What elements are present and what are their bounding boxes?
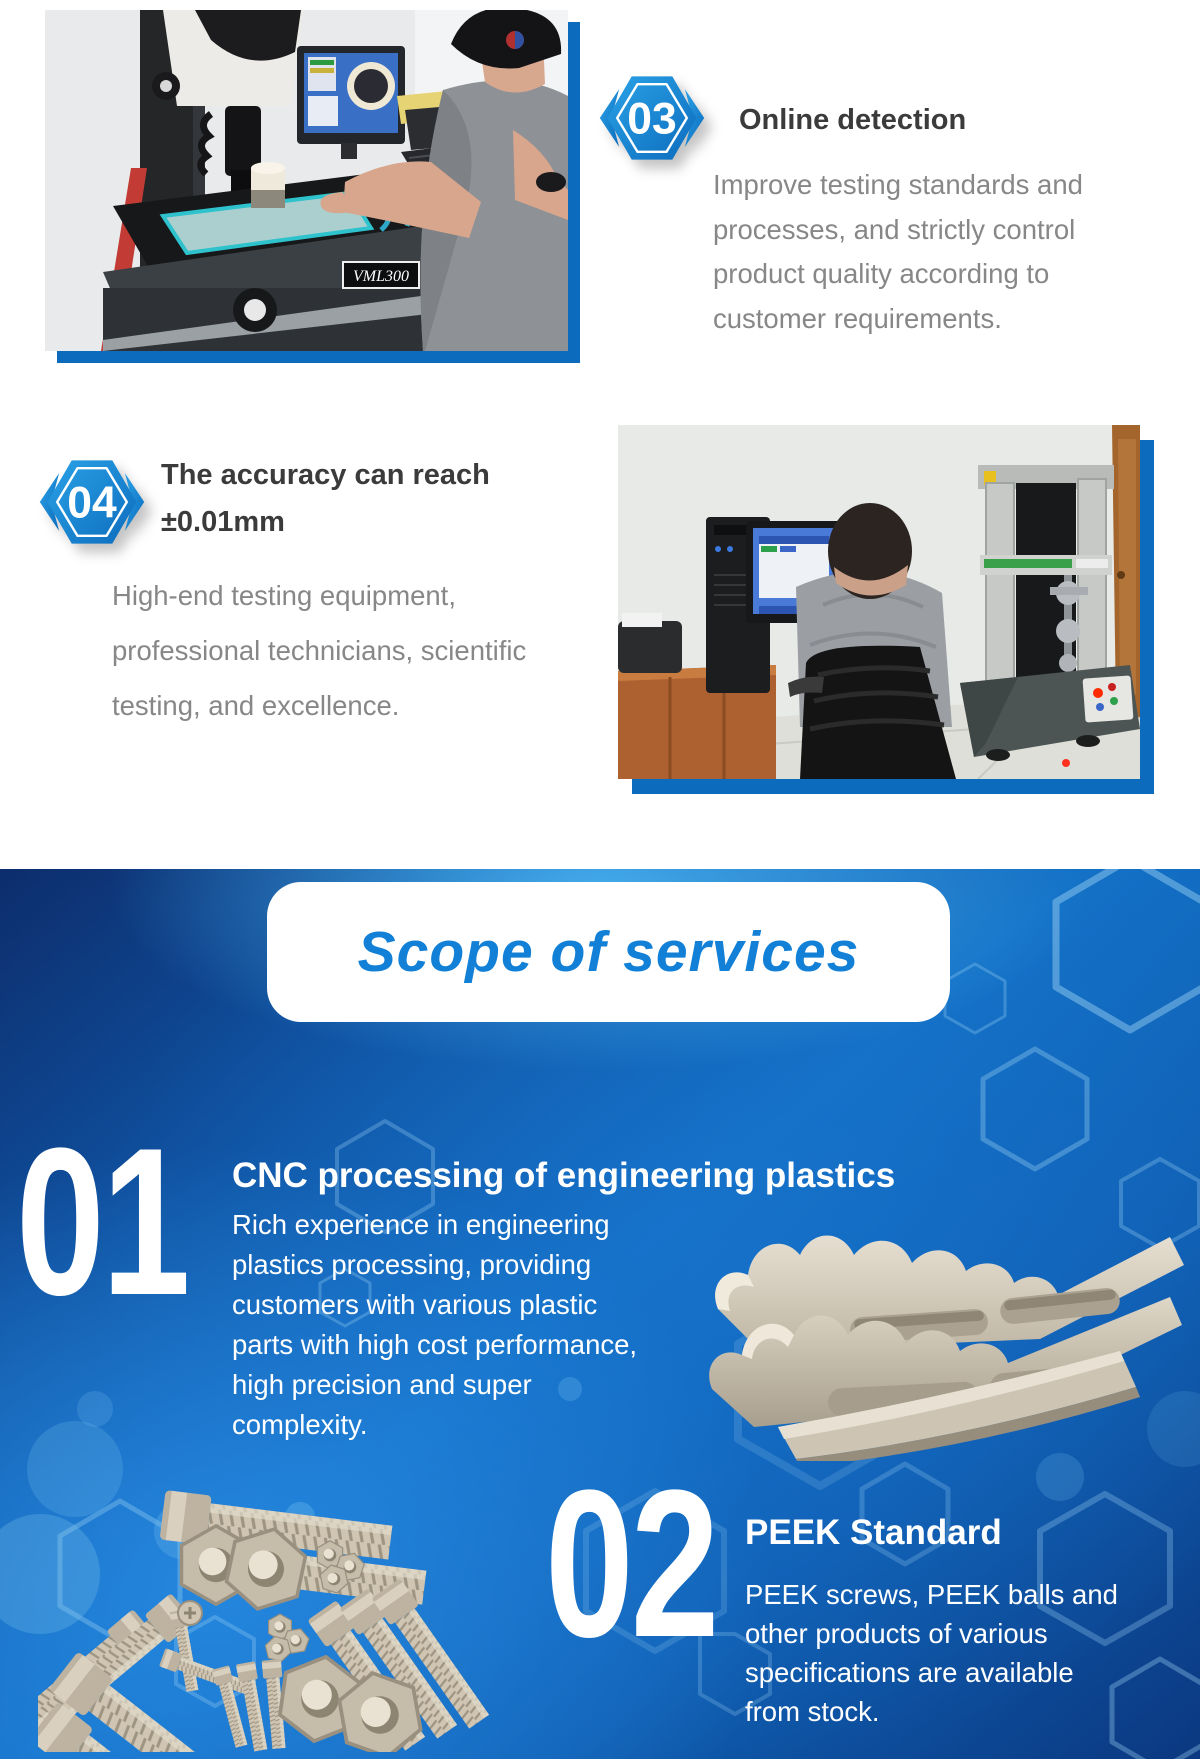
measuring-machine-illustration (45, 10, 568, 351)
photo-testing-lab (618, 425, 1140, 779)
paragraph-line: high precision and super (232, 1369, 532, 1400)
paragraph-cnc-processing (232, 1205, 637, 1445)
badge-03-hexagon (594, 66, 710, 170)
paragraph-line: plastics processing, providing (232, 1249, 592, 1280)
paragraph-line: product quality according to (713, 258, 1050, 289)
heading-peek-standard: PEEK Standard (745, 1513, 1002, 1552)
testing-lab-illustration (618, 425, 1140, 779)
badge-03-number: 03 (627, 94, 677, 144)
paragraph-peek-standard (745, 1575, 1118, 1731)
big-number-02: 02 (545, 1446, 717, 1681)
paragraph-line: specifications are available (745, 1657, 1074, 1688)
paragraph-line: High-end testing equipment, (112, 580, 456, 611)
paragraph-line: professional technicians, scientific (112, 635, 527, 666)
scope-of-services-title: Scope of services (357, 920, 860, 984)
paragraph-accuracy (112, 568, 526, 733)
scope-of-services-banner (267, 882, 950, 1022)
photo-cnc-plastic-part (700, 1201, 1195, 1461)
paragraph-line: Improve testing standards and (713, 169, 1083, 200)
heading-online-detection: Online detection (739, 104, 967, 136)
paragraph-line: from stock. (745, 1696, 880, 1727)
heading-accuracy-line2: ±0.01mm (161, 506, 285, 538)
services-section (0, 869, 1200, 1759)
paragraph-line: customer requirements. (713, 302, 1002, 334)
paragraph-line: complexity. (232, 1409, 368, 1440)
machine-model-label: VML300 (353, 268, 409, 285)
paragraph-online-detection (713, 163, 1083, 341)
paragraph-line: parts with high cost performance, (232, 1329, 638, 1360)
paragraph-line: other products of various (745, 1618, 1048, 1649)
photo-peek-screws (38, 1427, 523, 1752)
big-number-01: 01 (16, 1104, 188, 1339)
photo-measuring-machine (45, 10, 568, 351)
paragraph-line: testing, and excellence. (112, 690, 400, 721)
badge-04-hexagon (34, 450, 150, 554)
badge-04-number: 04 (67, 478, 117, 528)
heading-accuracy-line1: The accuracy can reach (161, 459, 490, 491)
paragraph-line: PEEK screws, PEEK balls and (745, 1579, 1118, 1610)
heading-cnc-processing: CNC processing of engineering plastics (232, 1156, 896, 1195)
heading-accuracy (161, 452, 490, 546)
paragraph-line: processes, and strictly control (713, 213, 1076, 245)
paragraph-line: customers with various plastic (232, 1289, 598, 1320)
paragraph-line: Rich experience in engineering (232, 1209, 610, 1240)
